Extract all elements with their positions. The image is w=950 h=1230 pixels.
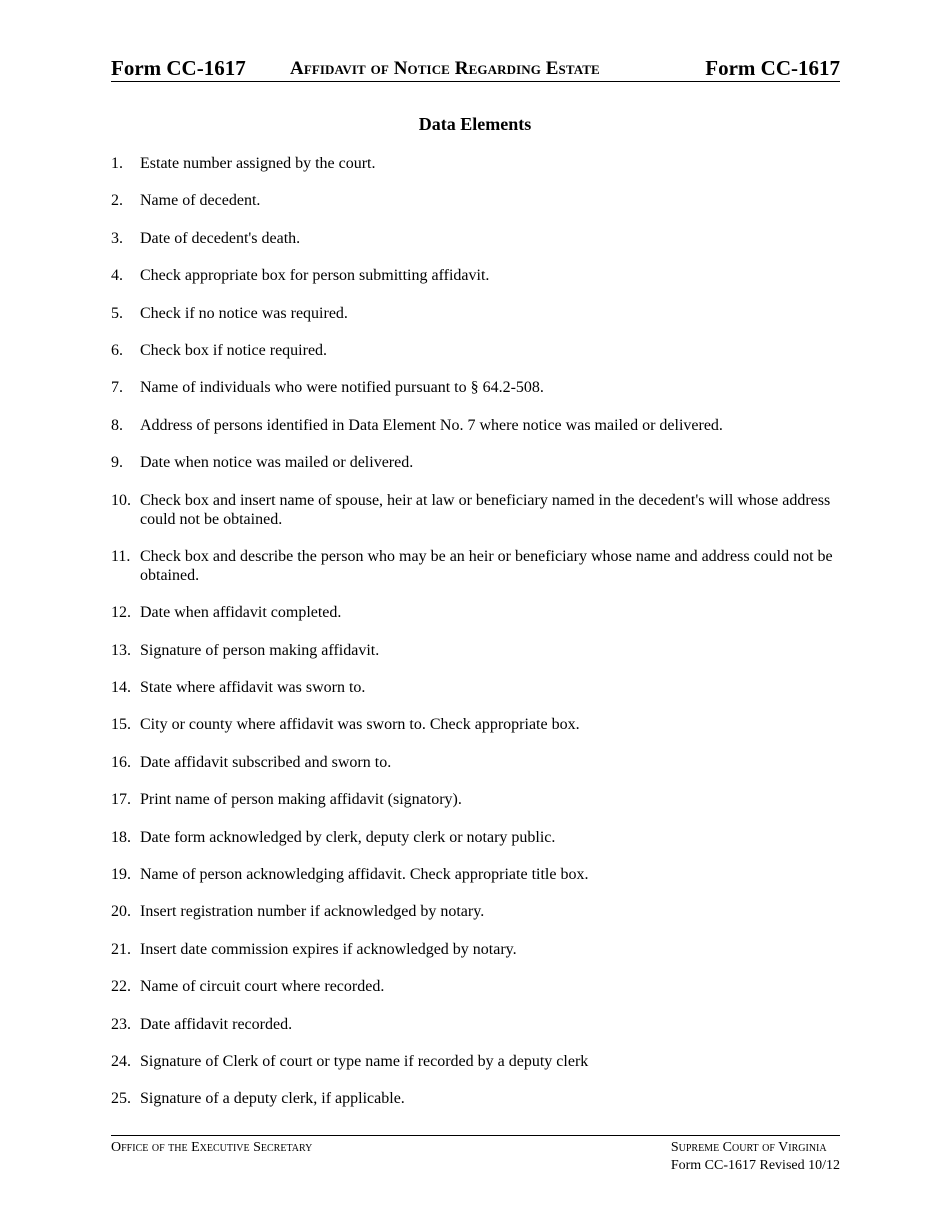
item-text: Check box and describe the person who may be an heir or beneficiary whose name and address could not be obtained. bbox=[140, 547, 833, 584]
footer-court-info bbox=[671, 1139, 840, 1175]
item-number: 7. bbox=[111, 379, 123, 397]
item-text: Estate number assigned by the court. bbox=[140, 155, 376, 172]
item-text: Address of persons identified in Data Element No. 7 where notice was mailed or delivered. bbox=[140, 416, 723, 434]
list-item bbox=[111, 753, 840, 772]
page-footer bbox=[111, 1135, 840, 1173]
item-number: 21. bbox=[111, 940, 131, 958]
item-number: 22. bbox=[111, 978, 131, 996]
item-number: 17. bbox=[111, 791, 131, 809]
item-number: 14. bbox=[111, 679, 131, 697]
list-item bbox=[111, 678, 840, 697]
item-number: 20. bbox=[111, 903, 131, 921]
form-number-left: Form CC-1617 bbox=[111, 56, 246, 80]
item-text: State where affidavit was sworn to. bbox=[140, 679, 366, 697]
form-title: Affidavit of Notice Regarding Estate bbox=[290, 58, 600, 79]
list-item bbox=[111, 154, 840, 173]
list-item bbox=[111, 378, 840, 397]
list-item bbox=[111, 453, 840, 472]
item-text: Date form acknowledged by clerk, deputy clerk or notary public. bbox=[140, 828, 556, 846]
item-number: 24. bbox=[111, 1052, 131, 1070]
item-number: 5. bbox=[111, 304, 123, 322]
item-text: Date when notice was mailed or delivered. bbox=[140, 454, 414, 472]
item-number: 4. bbox=[111, 267, 123, 285]
section-title: Data Elements bbox=[418, 114, 532, 134]
page-header bbox=[111, 56, 840, 82]
list-item bbox=[111, 341, 840, 360]
list-item bbox=[111, 416, 840, 435]
item-text: Name of person acknowledging affidavit. Check appropriate title box. bbox=[140, 866, 589, 884]
list-item bbox=[111, 304, 840, 323]
list-item bbox=[111, 1052, 840, 1071]
list-item bbox=[111, 902, 840, 921]
list-item bbox=[111, 491, 840, 529]
item-text: Print name of person making affidavit (signatory). bbox=[140, 791, 462, 809]
list-item bbox=[111, 828, 840, 847]
item-text: Signature of a deputy clerk, if applicable. bbox=[140, 1090, 405, 1108]
item-text: Signature of Clerk of court or type name if recorded by a deputy clerk bbox=[140, 1052, 589, 1070]
item-number: 11. bbox=[111, 547, 131, 565]
data-elements-list bbox=[111, 154, 840, 1127]
item-number: 8. bbox=[111, 416, 123, 434]
item-text: Date affidavit recorded. bbox=[140, 1015, 293, 1033]
form-number-right: Form CC-1617 bbox=[705, 56, 840, 80]
list-item bbox=[111, 1015, 840, 1034]
item-number: 25. bbox=[111, 1090, 131, 1108]
footer-form-revision: Form CC-1617 Revised 10/12 bbox=[670, 1158, 840, 1173]
item-number: 9. bbox=[111, 454, 123, 472]
list-item bbox=[111, 191, 840, 210]
item-number: 19. bbox=[111, 866, 131, 884]
list-item bbox=[111, 865, 840, 884]
list-item bbox=[111, 940, 840, 959]
item-text: Check if no notice was required. bbox=[140, 304, 348, 322]
footer-court-name: Supreme Court of Virginia bbox=[670, 1140, 827, 1155]
item-text: Insert date commission expires if acknowledged by notary. bbox=[140, 940, 517, 958]
item-number: 3. bbox=[111, 229, 123, 247]
item-text: Date when affidavit completed. bbox=[140, 604, 342, 622]
item-number: 13. bbox=[111, 641, 131, 659]
item-text: Check box and insert name of spouse, heir at law or beneficiary named in the decedent's will whose address could not be obtained. bbox=[140, 491, 831, 528]
list-item bbox=[111, 547, 840, 585]
item-text: Insert registration number if acknowledged by notary. bbox=[140, 903, 485, 921]
item-number: 18. bbox=[111, 828, 131, 846]
item-text: Name of circuit court where recorded. bbox=[140, 978, 385, 996]
item-number: 6. bbox=[111, 341, 123, 359]
item-text: Name of decedent. bbox=[140, 192, 261, 210]
list-item bbox=[111, 603, 840, 622]
item-number: 16. bbox=[111, 753, 131, 771]
item-number: 1. bbox=[111, 155, 123, 172]
item-number: 2. bbox=[111, 192, 123, 210]
item-number: 23. bbox=[111, 1015, 131, 1033]
list-item bbox=[111, 1089, 840, 1108]
item-text: Check box if notice required. bbox=[140, 341, 328, 359]
item-text: Date affidavit subscribed and sworn to. bbox=[140, 753, 392, 771]
item-text: City or county where affidavit was sworn to. Check appropriate box. bbox=[140, 716, 580, 734]
item-text: Check appropriate box for person submitting affidavit. bbox=[140, 267, 490, 285]
item-text: Signature of person making affidavit. bbox=[140, 641, 380, 659]
footer-office: Office of the Executive Secretary bbox=[111, 1140, 313, 1155]
list-item bbox=[111, 977, 840, 996]
item-text: Date of decedent's death. bbox=[140, 229, 301, 247]
list-item bbox=[111, 790, 840, 809]
list-item bbox=[111, 715, 840, 734]
item-number: 12. bbox=[111, 604, 131, 622]
list-item bbox=[111, 229, 840, 248]
item-text: Name of individuals who were notified pursuant to § 64.2-508. bbox=[140, 379, 544, 397]
item-number: 15. bbox=[111, 716, 131, 734]
list-item bbox=[111, 266, 840, 285]
item-number: 10. bbox=[111, 491, 131, 509]
list-item bbox=[111, 641, 840, 660]
